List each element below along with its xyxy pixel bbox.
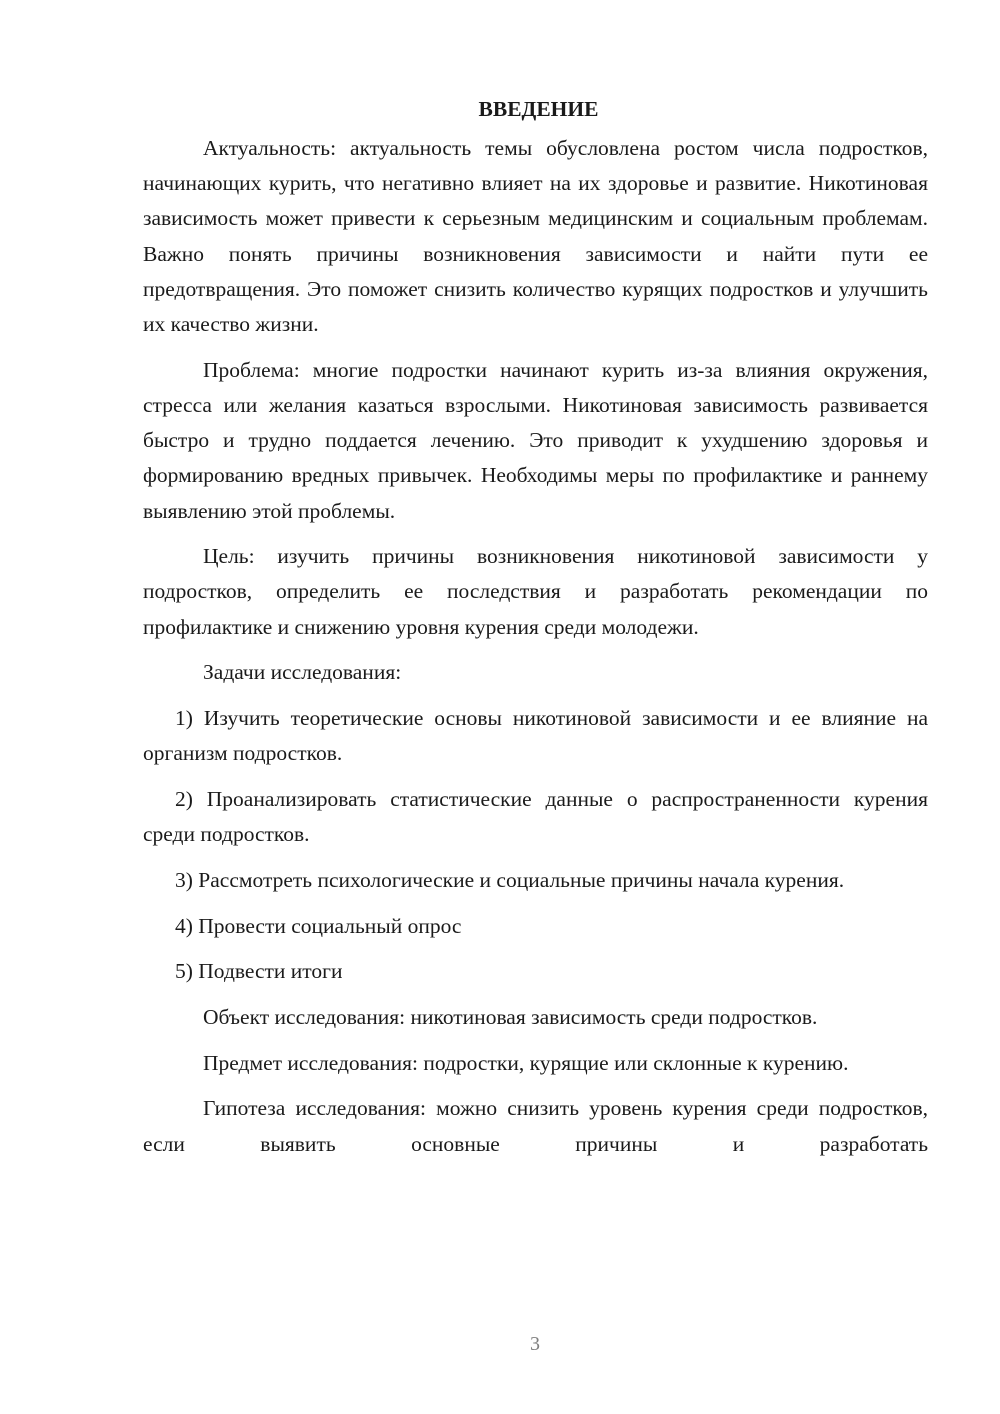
object-paragraph: Объект исследования: никотиновая зависимость среди подростков. [203,1004,818,1029]
task-item: 1) Изучить теоретические основы никотиновой зависимости и ее влияние на организм подростков. [143,706,928,766]
page-number: 3 [530,1333,540,1355]
task-item: 4) Провести социальный опрос [175,913,462,938]
hypothesis-paragraph: Гипотеза исследования: можно снизить уровень курения среди подростков, если выявить основные причины и разработать [143,1096,928,1156]
task-item: 3) Рассмотреть психологические и социальные причины начала курения. [175,867,845,892]
tasks-heading: Задачи исследования: [203,660,402,685]
task-item: 2) Проанализировать статистические данные о распространенности курения среди подростков. [143,786,928,847]
goal-paragraph: Цель: изучить причины возникновения никотиновой зависимости у подростков, определить ее последствия и разработать рекомендации по профилактике и снижению уровня курения среди молодежи. [143,544,928,639]
problem-paragraph: Проблема: многие подростки начинают курить из-за влияния окружения, стресса или желания казаться взрослыми. Никотиновая зависимость развивается быстро и трудно поддается лечению. Это приводит к ухудшению здоровья и формированию вредных привычек. Необходимы меры по профилактике и раннему выявлению этой проблемы. [143,357,928,523]
subject-paragraph: Предмет исследования: подростки, курящие или склонные к курению. [203,1050,849,1075]
task-item: 5) Подвести итоги [175,959,343,984]
document-body [143,92,928,1172]
relevance-paragraph: Актуальность: актуальность темы обусловлена ростом числа подростков, начинающих курить, что негативно влияет на их здоровье и развитие. Никотиновая зависимость может привести к серьезным медицинским и социальным проблемам. Важно понять причины возникновения зависимости и найти пути ее предотвращения. Это поможет снизить количество курящих подростков и улучшить их качество жизни. [143,136,928,337]
section-title: ВВЕДЕНИЕ [478,97,599,121]
